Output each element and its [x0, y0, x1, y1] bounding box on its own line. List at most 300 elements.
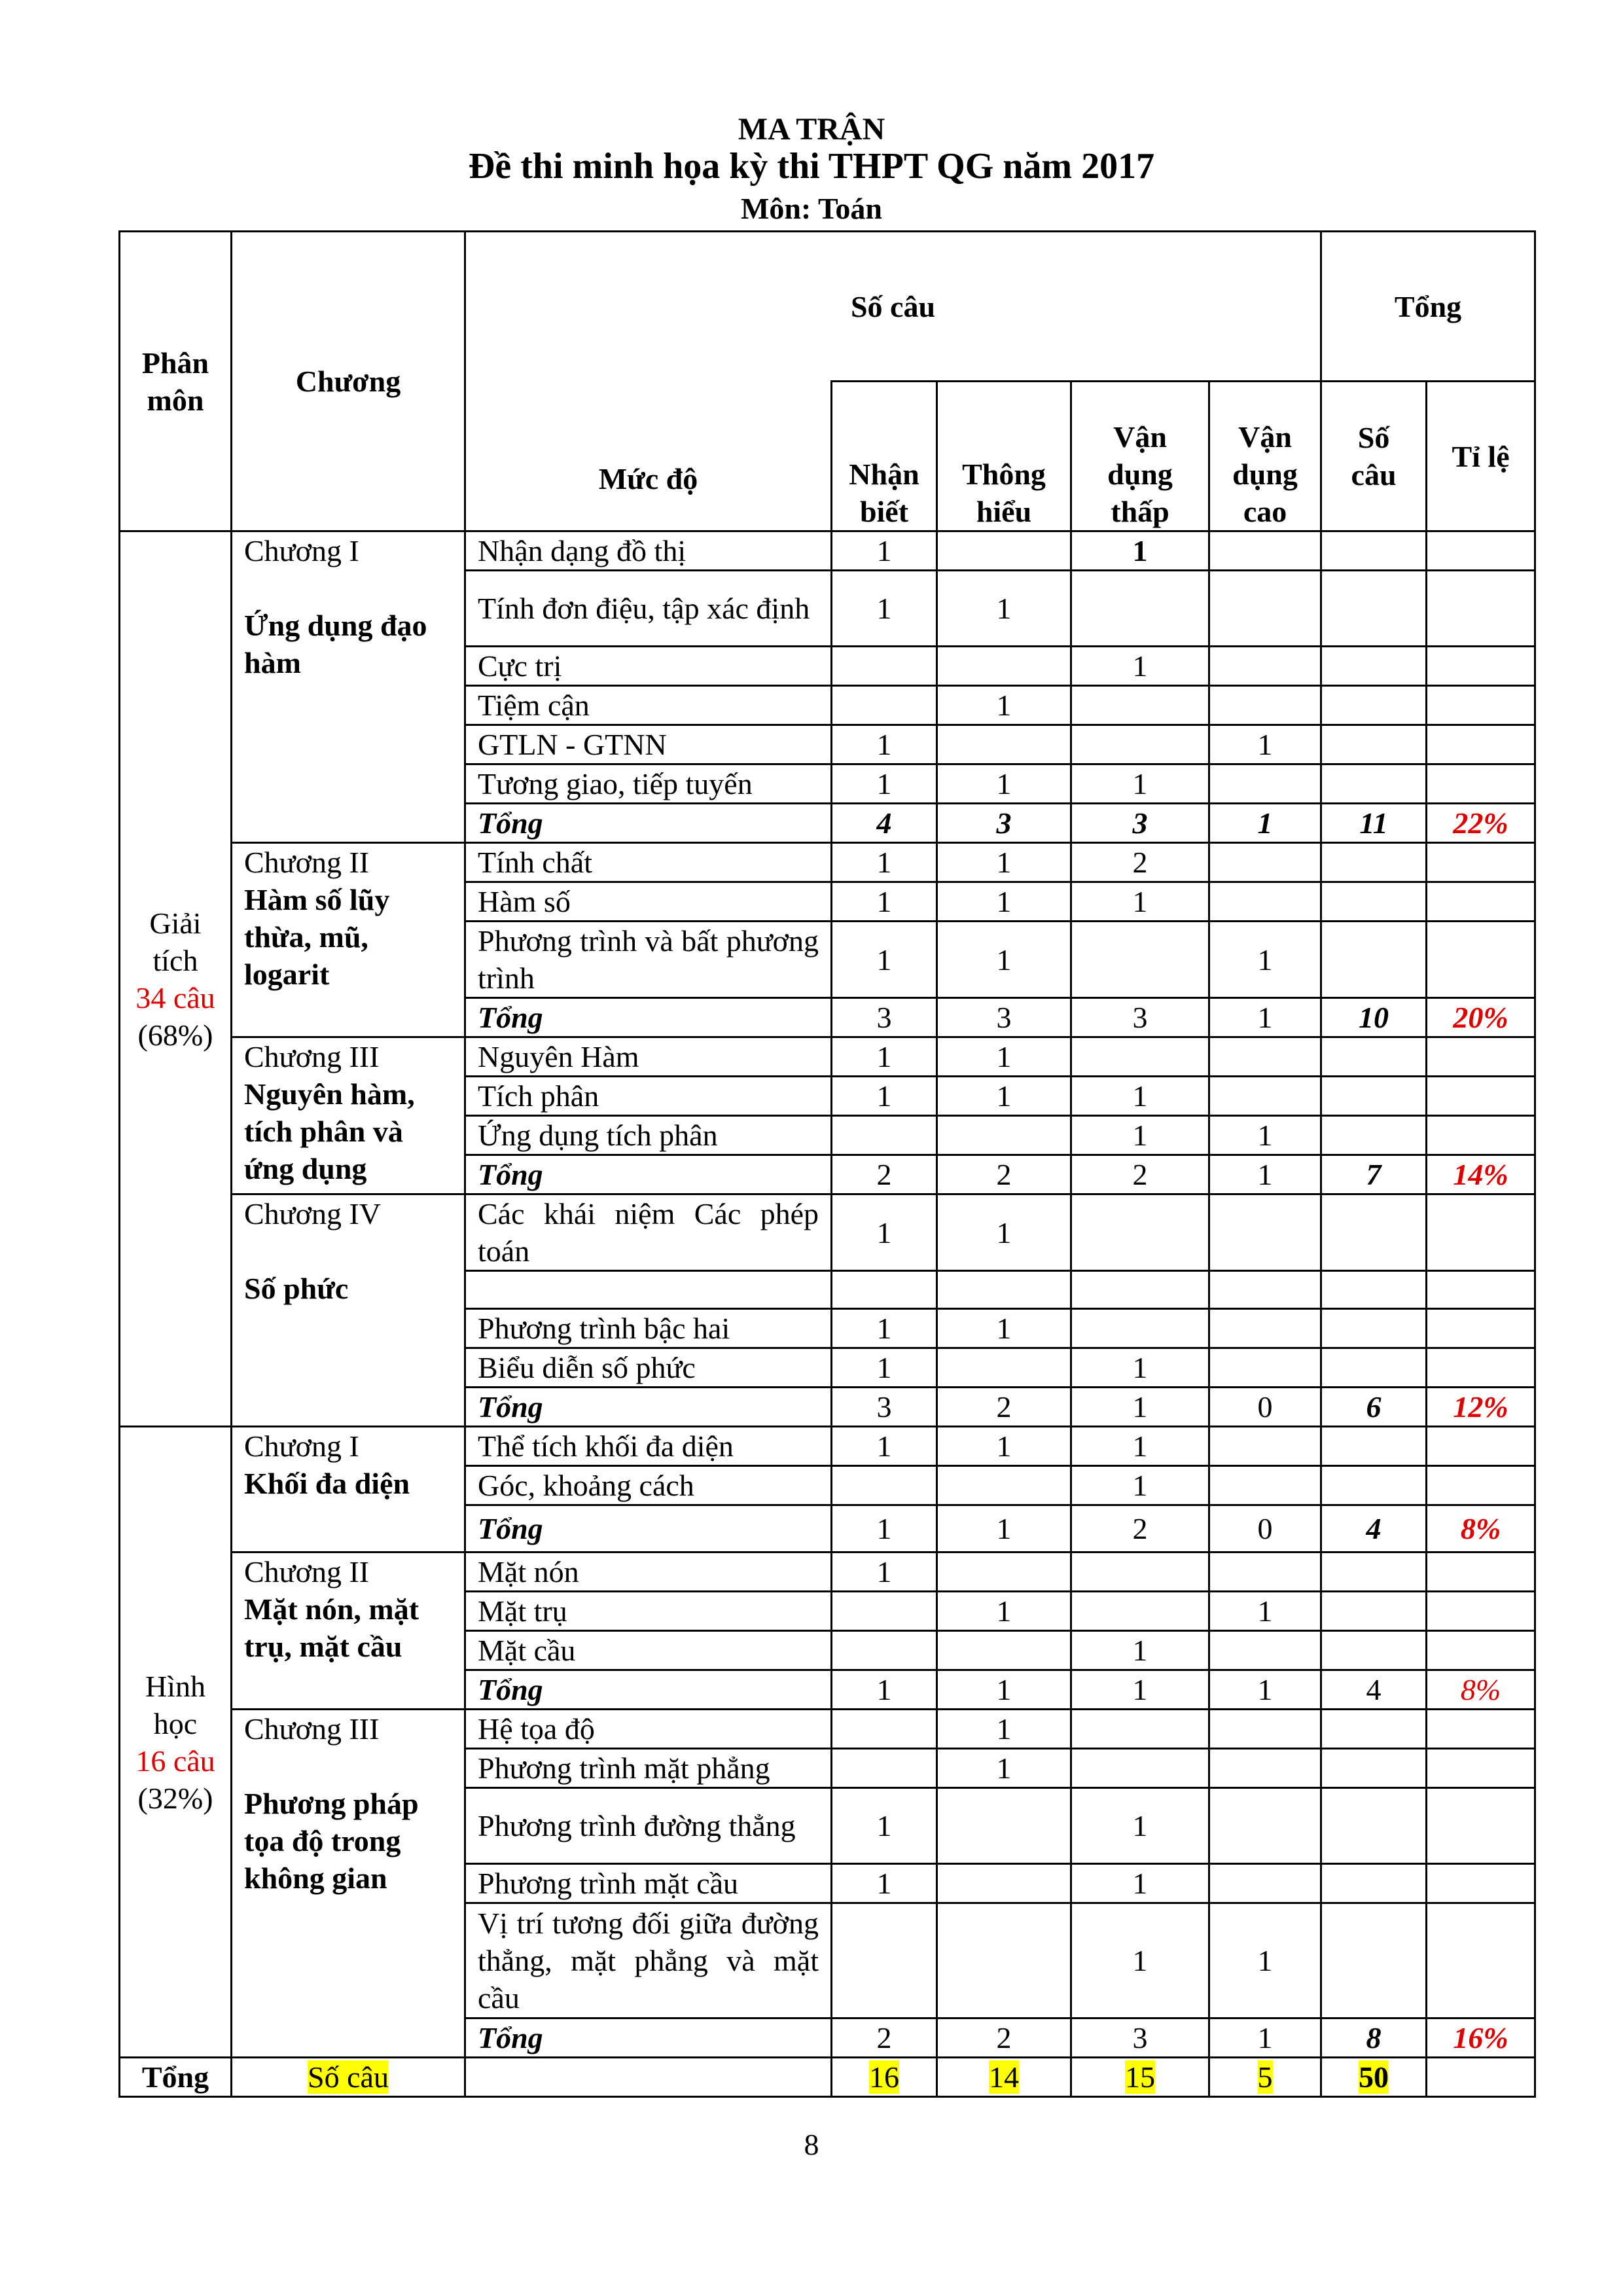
value-vdc — [1209, 531, 1321, 571]
value-ti-le — [1427, 1749, 1535, 1788]
value-nb: 1 — [832, 571, 937, 647]
total-vdc: 0 — [1209, 1388, 1321, 1427]
value-so-cau — [1321, 1427, 1427, 1466]
topic-cell — [465, 1271, 832, 1309]
chapter-giai_tich-ch3 — [232, 1037, 465, 1194]
value-ti-le — [1427, 1466, 1535, 1505]
value-ti-le — [1427, 1788, 1535, 1864]
total-vdt: 3 — [1071, 804, 1209, 843]
value-nb — [832, 1903, 937, 2018]
total-th: 2 — [937, 2018, 1071, 2058]
value-nb: 1 — [832, 1037, 937, 1077]
value-th: 1 — [937, 686, 1071, 725]
chapter-name: Phương pháp tọa độ trong không gian — [244, 1787, 419, 1895]
grand-total-th — [937, 2058, 1071, 2097]
value-so-cau — [1321, 1194, 1427, 1271]
total-nb: 3 — [832, 1388, 937, 1427]
value-ti-le — [1427, 882, 1535, 922]
table-row — [120, 1552, 1535, 1592]
chapter-giai_tich-ch1 — [232, 531, 465, 843]
section-count: 34 câu — [135, 980, 215, 1014]
header-tong: Tổng — [1321, 232, 1535, 382]
value-vdt: 1 — [1071, 1116, 1209, 1155]
total-so-cau: 4 — [1321, 1505, 1427, 1552]
value-th — [937, 531, 1071, 571]
value-vdc: 1 — [1209, 1116, 1321, 1155]
total-nb: 2 — [832, 1155, 937, 1194]
value-vdc — [1209, 1466, 1321, 1505]
total-vdc: 1 — [1209, 1155, 1321, 1194]
value-th — [937, 1466, 1071, 1505]
total-ti-le — [1427, 1388, 1535, 1427]
total-th: 3 — [937, 998, 1071, 1037]
total-nb: 2 — [832, 2018, 937, 2058]
chapter-name: Nguyên hàm, tích phân và ứng dụng — [244, 1077, 415, 1185]
chapter-label: Chương II — [244, 1555, 370, 1588]
value-so-cau — [1321, 1271, 1427, 1309]
value-nb — [832, 686, 937, 725]
value-th: 1 — [937, 1592, 1071, 1631]
value-vdt — [1071, 686, 1209, 725]
value-vdt: 1 — [1071, 764, 1209, 804]
total-ti-le-value: 14% — [1453, 1158, 1508, 1191]
total-nb: 3 — [832, 998, 937, 1037]
topic-cell: Hàm số — [465, 882, 832, 922]
total-vdc: 1 — [1209, 804, 1321, 843]
value-vdt — [1071, 571, 1209, 647]
value-nb: 1 — [832, 1552, 937, 1592]
table-row — [120, 1037, 1535, 1077]
chapter-total-label: Tổng — [465, 804, 832, 843]
value-th: 1 — [937, 882, 1071, 922]
page-number: 8 — [804, 2128, 819, 2161]
value-vdc: 1 — [1209, 922, 1321, 998]
value-nb — [832, 1631, 937, 1670]
value-th: 1 — [937, 1309, 1071, 1348]
page-subtitle: Đề thi minh họa kỳ thi THPT QG năm 2017 — [468, 146, 1155, 187]
chapter-label: Chương I — [244, 534, 359, 567]
matrix-table — [118, 230, 1536, 2098]
value-th: 1 — [937, 1427, 1071, 1466]
value-so-cau — [1321, 686, 1427, 725]
total-nb: 1 — [832, 1505, 937, 1552]
header-thong-hieu: Thông hiểu — [937, 382, 1071, 531]
value-ti-le — [1427, 531, 1535, 571]
value-th: 1 — [937, 1749, 1071, 1788]
value-vdt: 1 — [1071, 1864, 1209, 1903]
total-ti-le-value: 12% — [1453, 1390, 1508, 1424]
value-so-cau — [1321, 1348, 1427, 1388]
value-nb — [832, 1592, 937, 1631]
value-vdc — [1209, 1309, 1321, 1348]
total-vdc: 0 — [1209, 1505, 1321, 1552]
value-nb: 1 — [832, 1309, 937, 1348]
chapter-name: Số phức — [244, 1272, 349, 1305]
chapter-giai_tich-ch4 — [232, 1194, 465, 1427]
value-vdt: 1 — [1071, 1466, 1209, 1505]
value-ti-le — [1427, 686, 1535, 725]
total-ti-le — [1427, 2018, 1535, 2058]
value-so-cau — [1321, 647, 1427, 686]
value-th: 1 — [937, 1194, 1071, 1271]
topic-cell: Tiệm cận — [465, 686, 832, 725]
value-nb — [832, 1466, 937, 1505]
value-vdt: 1 — [1071, 1077, 1209, 1116]
value-so-cau — [1321, 1631, 1427, 1670]
value-vdc — [1209, 1552, 1321, 1592]
value-th: 1 — [937, 571, 1071, 647]
value-th: 1 — [937, 1077, 1071, 1116]
value-vdc — [1209, 1788, 1321, 1864]
total-ti-le-value: 22% — [1453, 806, 1508, 840]
topic-cell: Vị trí tương đối giữa đường thẳng, mặt phẳng và mặt cầu — [465, 1903, 832, 2018]
value-so-cau — [1321, 1592, 1427, 1631]
value-ti-le — [1427, 1037, 1535, 1077]
total-th: 2 — [937, 1388, 1071, 1427]
value-vdt — [1071, 1194, 1209, 1271]
topic-cell: Phương trình đường thẳng — [465, 1788, 832, 1864]
table-row — [120, 1194, 1535, 1271]
topic-cell: Mặt nón — [465, 1552, 832, 1592]
topic-cell: Góc, khoảng cách — [465, 1466, 832, 1505]
page-title: MA TRẬN — [738, 112, 885, 147]
topic-cell: Phương trình mặt phẳng — [465, 1749, 832, 1788]
value-so-cau — [1321, 725, 1427, 764]
value-vdt: 1 — [1071, 647, 1209, 686]
value-so-cau — [1321, 571, 1427, 647]
chapter-label: Chương IV — [244, 1197, 381, 1230]
value-ti-le — [1427, 1116, 1535, 1155]
topic-cell: Các khái niệm Các phép toán — [465, 1194, 832, 1271]
value-vdc: 1 — [1209, 1903, 1321, 2018]
value-th — [937, 647, 1071, 686]
total-vdt: 3 — [1071, 998, 1209, 1037]
value-ti-le — [1427, 647, 1535, 686]
topic-cell: Phương trình mặt cầu — [465, 1864, 832, 1903]
grand-total-vdt — [1071, 2058, 1209, 2097]
topic-cell: Tính chất — [465, 843, 832, 882]
value-ti-le — [1427, 1552, 1535, 1592]
value-vdt — [1071, 1271, 1209, 1309]
header-chuong: Chương — [232, 232, 465, 531]
grand-total-nb-value: 16 — [869, 2060, 899, 2094]
value-vdc: 1 — [1209, 725, 1321, 764]
value-vdc — [1209, 1864, 1321, 1903]
section-count: 16 câu — [135, 1744, 215, 1778]
value-nb — [832, 1116, 937, 1155]
value-nb — [832, 1710, 937, 1749]
value-vdt: 1 — [1071, 1788, 1209, 1864]
topic-cell: Tính đơn điệu, tập xác định — [465, 571, 832, 647]
grand-total-vdc-value: 5 — [1257, 2060, 1273, 2094]
total-vdc: 1 — [1209, 1670, 1321, 1710]
value-th: 1 — [937, 843, 1071, 882]
grand-total-empty — [465, 2058, 832, 2097]
topic-cell: Mặt trụ — [465, 1592, 832, 1631]
table-row — [120, 531, 1535, 571]
value-vdc — [1209, 1348, 1321, 1388]
total-th: 1 — [937, 1670, 1071, 1710]
value-nb: 1 — [832, 531, 937, 571]
header-muc-do: Mức độ — [465, 382, 832, 531]
value-th — [937, 1788, 1071, 1864]
value-so-cau — [1321, 882, 1427, 922]
grand-total-nb — [832, 2058, 937, 2097]
chapter-label: Chương I — [244, 1429, 359, 1463]
value-so-cau — [1321, 1309, 1427, 1348]
value-vdt: 1 — [1071, 882, 1209, 922]
value-vdc: 1 — [1209, 1592, 1321, 1631]
value-ti-le — [1427, 1631, 1535, 1670]
chapter-total-label: Tổng — [465, 1388, 832, 1427]
value-ti-le — [1427, 571, 1535, 647]
total-ti-le — [1427, 1155, 1535, 1194]
chapter-hinh_hoc-ch3 — [232, 1710, 465, 2058]
value-nb: 1 — [832, 764, 937, 804]
table-row — [120, 1427, 1535, 1466]
topic-cell: Hệ tọa độ — [465, 1710, 832, 1749]
chapter-label: Chương III — [244, 1712, 380, 1746]
value-vdt — [1071, 1710, 1209, 1749]
chapter-hinh_hoc-ch2 — [232, 1552, 465, 1710]
chapter-total-label: Tổng — [465, 1505, 832, 1552]
value-th: 1 — [937, 1037, 1071, 1077]
value-nb: 1 — [832, 843, 937, 882]
total-th: 2 — [937, 1155, 1071, 1194]
value-th: 1 — [937, 922, 1071, 998]
total-ti-le-value: 16% — [1453, 2021, 1508, 2054]
total-vdc: 1 — [1209, 2018, 1321, 2058]
value-th: 1 — [937, 764, 1071, 804]
value-vdc — [1209, 647, 1321, 686]
header-van-dung-thap: Vận dụng thấp — [1071, 382, 1209, 531]
value-ti-le — [1427, 1903, 1535, 2018]
header-ti-le: Tỉ lệ — [1427, 382, 1535, 531]
value-vdt: 1 — [1071, 1348, 1209, 1388]
section-percent: (68%) — [137, 1018, 213, 1052]
value-nb: 1 — [832, 882, 937, 922]
value-vdt — [1071, 1552, 1209, 1592]
grand-total-th-value: 14 — [989, 2060, 1019, 2094]
grand-total-vdt-value: 15 — [1125, 2060, 1155, 2094]
chapter-giai_tich-ch2 — [232, 843, 465, 1037]
header-so-cau: Số câu — [465, 232, 1321, 382]
value-ti-le — [1427, 1271, 1535, 1309]
value-so-cau — [1321, 1037, 1427, 1077]
value-vdt — [1071, 1037, 1209, 1077]
table-row — [120, 1710, 1535, 1749]
total-ti-le-value: 8% — [1460, 1673, 1501, 1706]
topic-cell: Nhận dạng đồ thị — [465, 531, 832, 571]
total-ti-le — [1427, 998, 1535, 1037]
section-percent: (32%) — [137, 1781, 213, 1815]
value-ti-le — [1427, 843, 1535, 882]
topic-cell: Cực trị — [465, 647, 832, 686]
grand-total-label: Tổng — [120, 2058, 232, 2097]
topic-cell: Tích phân — [465, 1077, 832, 1116]
chapter-label: Chương II — [244, 846, 370, 879]
total-ti-le-value: 20% — [1453, 1001, 1508, 1034]
topic-cell: Ứng dụng tích phân — [465, 1116, 832, 1155]
total-vdt: 2 — [1071, 1505, 1209, 1552]
value-so-cau — [1321, 922, 1427, 998]
total-vdt: 2 — [1071, 1155, 1209, 1194]
subject-label: Môn: Toán — [740, 192, 883, 225]
value-th — [937, 1552, 1071, 1592]
value-nb: 1 — [832, 922, 937, 998]
value-so-cau — [1321, 1552, 1427, 1592]
chapter-label: Chương III — [244, 1040, 380, 1073]
value-vdc — [1209, 764, 1321, 804]
value-vdt: 1 — [1071, 1427, 1209, 1466]
value-vdc — [1209, 1710, 1321, 1749]
chapter-name: Mặt nón, mặt trụ, mặt cầu — [244, 1592, 419, 1663]
value-vdt: 1 — [1071, 1903, 1209, 2018]
value-vdc — [1209, 1037, 1321, 1077]
total-th: 1 — [937, 1505, 1071, 1552]
grand-total-so-cau-label — [232, 2058, 465, 2097]
header-tong-so-cau: Số câu — [1321, 382, 1427, 531]
grand-total-tl — [1427, 2058, 1535, 2097]
header-nhan-biet: Nhận biết — [832, 382, 937, 531]
total-so-cau: 6 — [1321, 1388, 1427, 1427]
total-vdt: 3 — [1071, 2018, 1209, 2058]
total-vdt: 1 — [1071, 1388, 1209, 1427]
topic-cell: Biểu diễn số phức — [465, 1348, 832, 1388]
value-vdc — [1209, 1194, 1321, 1271]
total-ti-le — [1427, 804, 1535, 843]
value-so-cau — [1321, 1749, 1427, 1788]
value-so-cau — [1321, 1116, 1427, 1155]
value-th — [937, 725, 1071, 764]
value-so-cau — [1321, 1466, 1427, 1505]
value-th — [937, 1631, 1071, 1670]
value-so-cau — [1321, 843, 1427, 882]
value-vdt: 1 — [1071, 531, 1209, 571]
topic-cell: Tương giao, tiếp tuyến — [465, 764, 832, 804]
total-so-cau: 4 — [1321, 1670, 1427, 1710]
value-ti-le — [1427, 764, 1535, 804]
value-ti-le — [1427, 1864, 1535, 1903]
topic-cell: Mặt cầu — [465, 1631, 832, 1670]
topic-cell: Phương trình và bất phương trình — [465, 922, 832, 998]
value-so-cau — [1321, 1788, 1427, 1864]
value-ti-le — [1427, 1194, 1535, 1271]
grand-total-sc-value: 50 — [1359, 2060, 1389, 2094]
value-th — [937, 1271, 1071, 1309]
value-th: 1 — [937, 1710, 1071, 1749]
value-th — [937, 1348, 1071, 1388]
value-vdc — [1209, 1271, 1321, 1309]
value-so-cau — [1321, 1077, 1427, 1116]
value-nb: 1 — [832, 1864, 937, 1903]
value-nb: 1 — [832, 725, 937, 764]
value-so-cau — [1321, 1903, 1427, 2018]
header-phan-mon: Phân môn — [120, 232, 232, 531]
total-so-cau: 10 — [1321, 998, 1427, 1037]
total-nb: 4 — [832, 804, 937, 843]
total-ti-le — [1427, 1670, 1535, 1710]
value-ti-le — [1427, 1710, 1535, 1749]
value-vdt — [1071, 1749, 1209, 1788]
grand-total-sc — [1321, 2058, 1427, 2097]
topic-cell: Phương trình bậc hai — [465, 1309, 832, 1348]
value-vdt — [1071, 922, 1209, 998]
header-van-dung-cao: Vận dụng cao — [1209, 382, 1321, 531]
topic-cell: GTLN - GTNN — [465, 725, 832, 764]
value-vdc — [1209, 882, 1321, 922]
total-so-cau: 8 — [1321, 2018, 1427, 2058]
value-vdc — [1209, 1749, 1321, 1788]
value-so-cau — [1321, 1710, 1427, 1749]
value-ti-le — [1427, 1427, 1535, 1466]
topic-cell: Thể tích khối đa diện — [465, 1427, 832, 1466]
value-vdc — [1209, 1077, 1321, 1116]
value-th — [937, 1116, 1071, 1155]
chapter-name: Ứng dụng đạo hàm — [244, 609, 427, 679]
value-ti-le — [1427, 1592, 1535, 1631]
total-ti-le — [1427, 1505, 1535, 1552]
section-hinh_hoc — [120, 1427, 232, 2058]
value-vdc — [1209, 571, 1321, 647]
total-so-cau: 11 — [1321, 804, 1427, 843]
value-vdt — [1071, 1592, 1209, 1631]
value-vdt — [1071, 1309, 1209, 1348]
chapter-total-label: Tổng — [465, 1670, 832, 1710]
value-so-cau — [1321, 1864, 1427, 1903]
value-nb: 1 — [832, 1077, 937, 1116]
chapter-hinh_hoc-ch1 — [232, 1427, 465, 1552]
grand-total-row — [120, 2058, 1535, 2097]
chapter-total-label: Tổng — [465, 2018, 832, 2058]
chapter-name: Hàm số lũy thừa, mũ, logarit — [244, 883, 390, 991]
value-vdc — [1209, 843, 1321, 882]
value-vdc — [1209, 686, 1321, 725]
value-ti-le — [1427, 922, 1535, 998]
section-name: Giải tích — [149, 906, 202, 977]
value-nb — [832, 647, 937, 686]
value-nb: 1 — [832, 1427, 937, 1466]
value-so-cau — [1321, 764, 1427, 804]
value-ti-le — [1427, 1077, 1535, 1116]
table-row — [120, 843, 1535, 882]
total-vdc: 1 — [1209, 998, 1321, 1037]
value-vdc — [1209, 1427, 1321, 1466]
value-vdt — [1071, 725, 1209, 764]
value-ti-le — [1427, 1309, 1535, 1348]
value-so-cau — [1321, 531, 1427, 571]
total-nb: 1 — [832, 1670, 937, 1710]
total-ti-le-value: 8% — [1460, 1512, 1501, 1545]
chapter-total-label: Tổng — [465, 998, 832, 1037]
value-nb: 1 — [832, 1788, 937, 1864]
value-nb — [832, 1749, 937, 1788]
value-nb: 1 — [832, 1194, 937, 1271]
topic-cell: Nguyên Hàm — [465, 1037, 832, 1077]
section-name: Hình học — [145, 1669, 205, 1740]
value-ti-le — [1427, 725, 1535, 764]
value-th — [937, 1864, 1071, 1903]
chapter-name: Khối đa diện — [244, 1467, 410, 1500]
grand-total-vdc — [1209, 2058, 1321, 2097]
total-th: 3 — [937, 804, 1071, 843]
value-nb: 1 — [832, 1348, 937, 1388]
total-vdt: 1 — [1071, 1670, 1209, 1710]
section-giai_tich — [120, 531, 232, 1427]
chapter-total-label: Tổng — [465, 1155, 832, 1194]
value-th — [937, 1903, 1071, 2018]
value-ti-le — [1427, 1348, 1535, 1388]
